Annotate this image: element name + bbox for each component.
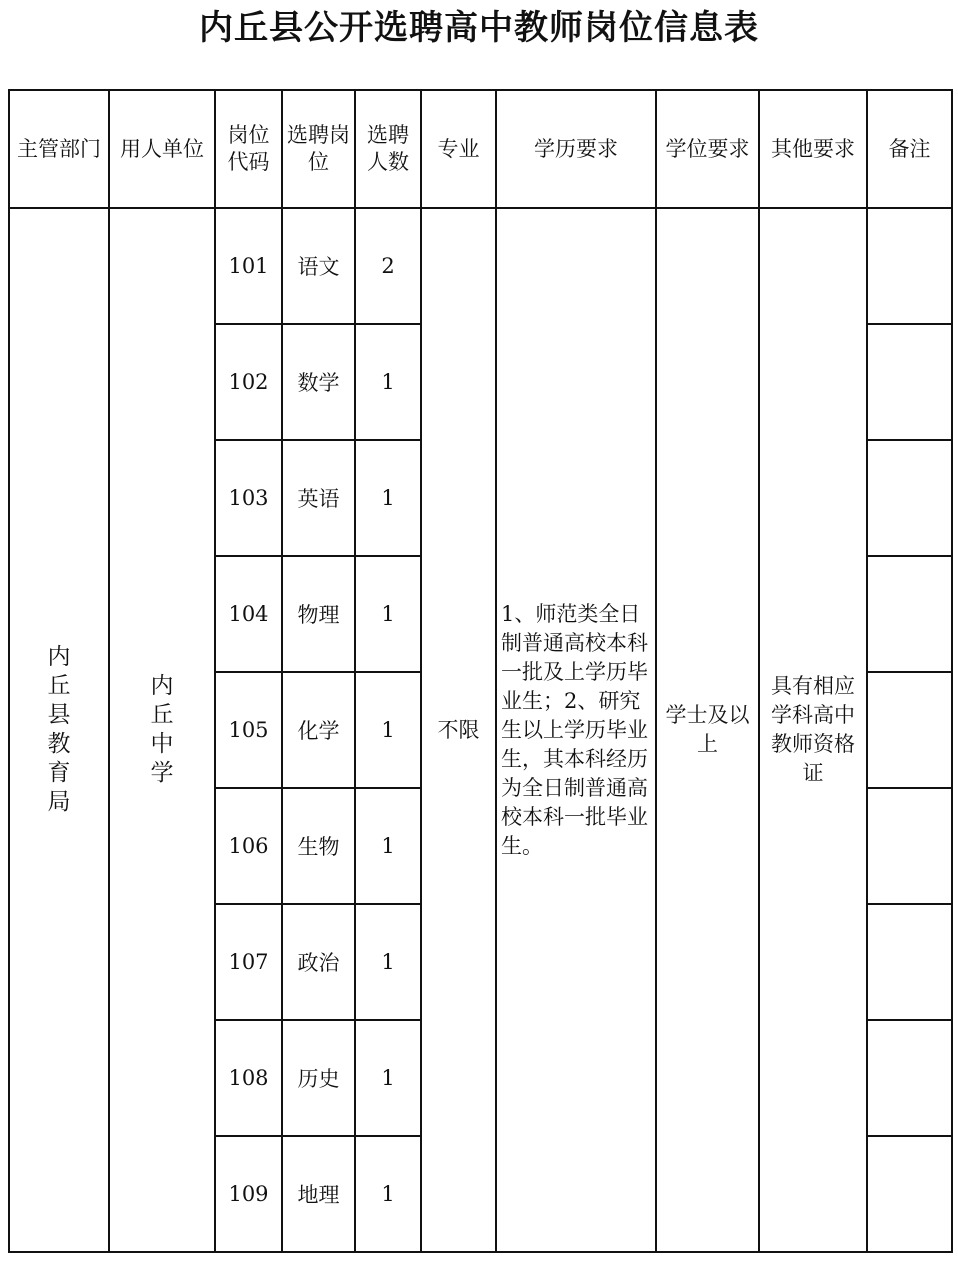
header-other: 其他要求 xyxy=(759,90,867,208)
position-cell: 生物 xyxy=(282,788,355,904)
count-cell: 1 xyxy=(355,440,421,556)
count-cell: 1 xyxy=(355,324,421,440)
count-cell: 1 xyxy=(355,1136,421,1252)
position-cell: 地理 xyxy=(282,1136,355,1252)
code-cell: 104 xyxy=(215,556,282,672)
header-remark: 备注 xyxy=(867,90,952,208)
header-dept: 主管部门 xyxy=(9,90,109,208)
count-cell: 1 xyxy=(355,556,421,672)
code-cell: 107 xyxy=(215,904,282,1020)
header-position: 选聘岗位 xyxy=(282,90,355,208)
page-title: 内丘县公开选聘高中教师岗位信息表 xyxy=(199,8,759,48)
code-cell: 108 xyxy=(215,1020,282,1136)
header-unit: 用人单位 xyxy=(109,90,215,208)
remark-cell xyxy=(867,788,952,904)
unit-cell: 内丘中学 xyxy=(109,208,215,1252)
position-cell: 化学 xyxy=(282,672,355,788)
header-count: 选聘人数 xyxy=(355,90,421,208)
remark-cell xyxy=(867,324,952,440)
header-row xyxy=(9,90,952,208)
remark-cell xyxy=(867,1020,952,1136)
code-cell: 109 xyxy=(215,1136,282,1252)
count-cell: 1 xyxy=(355,788,421,904)
major-cell: 不限 xyxy=(421,208,496,1252)
position-cell: 物理 xyxy=(282,556,355,672)
table-row xyxy=(9,208,952,324)
count-cell: 1 xyxy=(355,672,421,788)
header-education: 学历要求 xyxy=(496,90,656,208)
count-cell: 1 xyxy=(355,904,421,1020)
code-cell: 105 xyxy=(215,672,282,788)
job-info-table xyxy=(8,89,953,1253)
position-cell: 英语 xyxy=(282,440,355,556)
dept-cell: 内丘县教育局 xyxy=(9,208,109,1252)
position-cell: 历史 xyxy=(282,1020,355,1136)
count-cell: 2 xyxy=(355,208,421,324)
code-cell: 106 xyxy=(215,788,282,904)
position-cell: 政治 xyxy=(282,904,355,1020)
remark-cell xyxy=(867,672,952,788)
position-cell: 数学 xyxy=(282,324,355,440)
code-cell: 101 xyxy=(215,208,282,324)
remark-cell xyxy=(867,208,952,324)
code-cell: 102 xyxy=(215,324,282,440)
other-cell: 具有相应学科高中教师资格证 xyxy=(759,208,867,1252)
remark-cell xyxy=(867,1136,952,1252)
code-cell: 103 xyxy=(215,440,282,556)
remark-cell xyxy=(867,440,952,556)
header-degree: 学位要求 xyxy=(656,90,759,208)
header-major: 专业 xyxy=(421,90,496,208)
count-cell: 1 xyxy=(355,1020,421,1136)
header-code: 岗位代码 xyxy=(215,90,282,208)
remark-cell xyxy=(867,556,952,672)
degree-cell: 学士及以上 xyxy=(656,208,759,1252)
remark-cell xyxy=(867,904,952,1020)
education-cell: 1、师范类全日制普通高校本科一批及上学历毕业生；2、研究生以上学历毕业生，其本科经历为全日制普通高校本科一批毕业生。 xyxy=(496,208,656,1252)
position-cell: 语文 xyxy=(282,208,355,324)
